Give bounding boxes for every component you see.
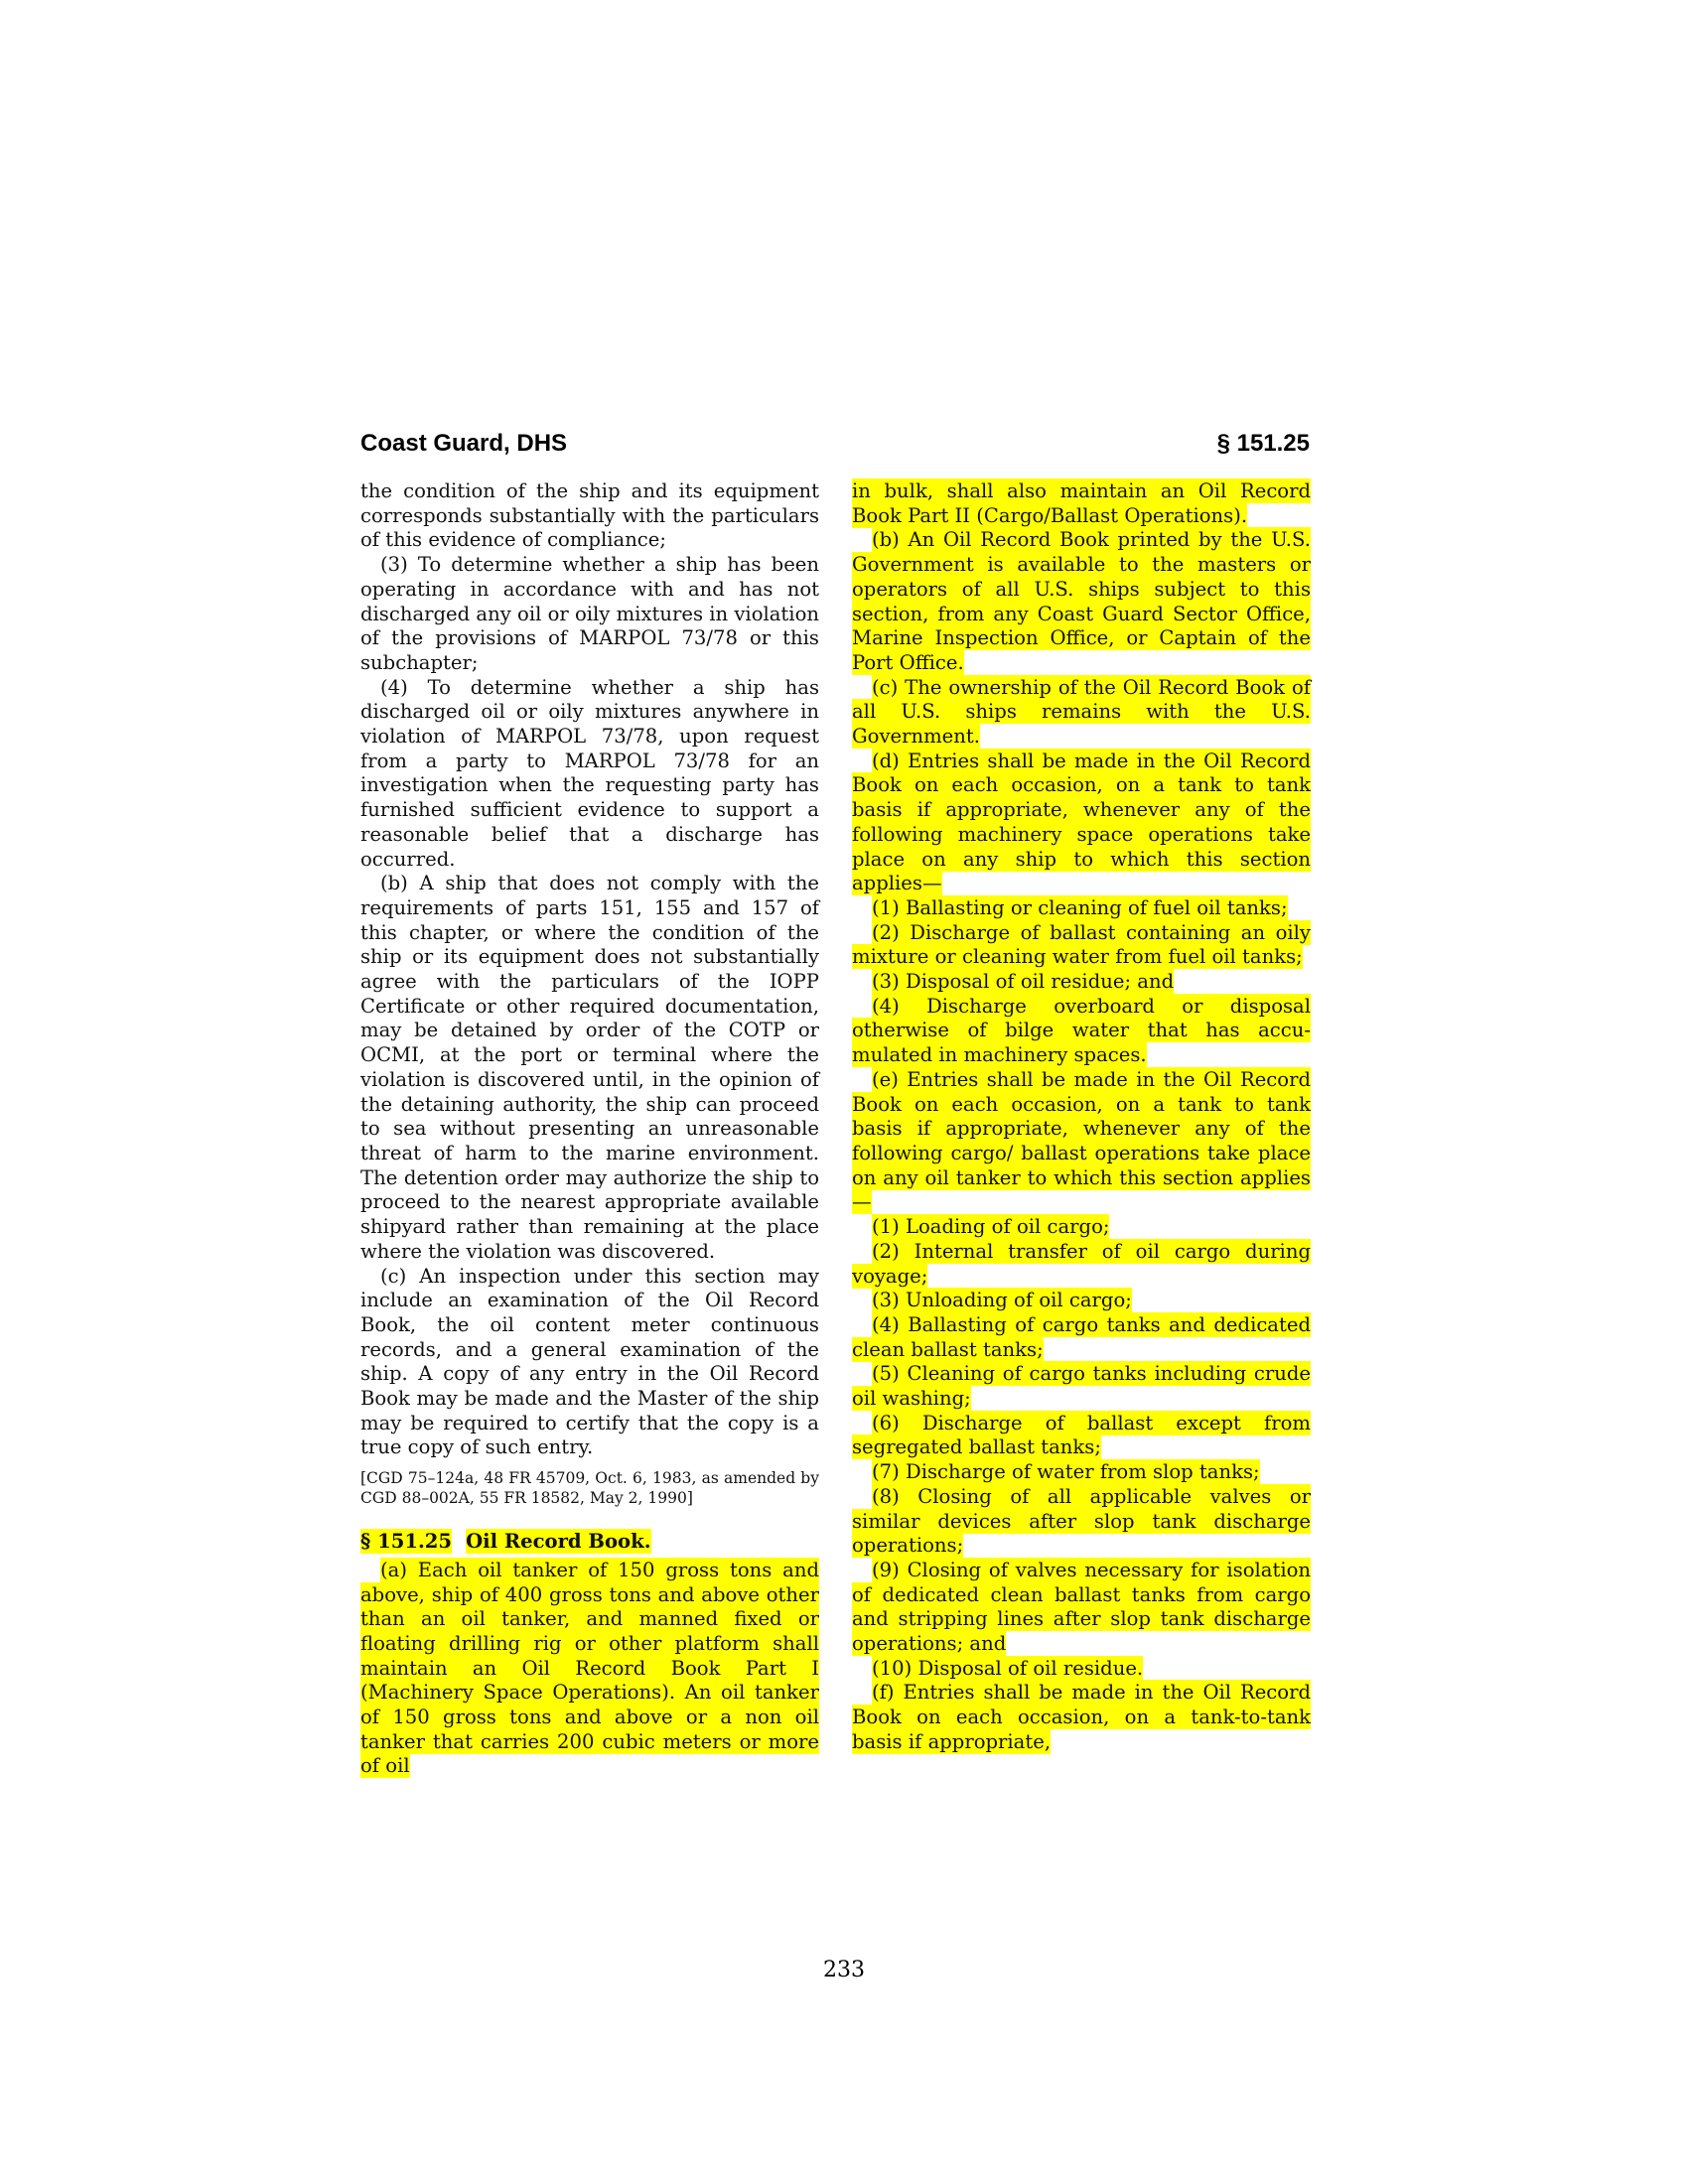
highlighted-paragraph: (d) Entries shall be made in the Oil Record Book on each occasion, on a tank to tank basis if appropriate, whenever any of the following machinery space operations take place on any ship to which this section applies—	[852, 749, 1311, 895]
highlighted-paragraph: (a) Each oil tanker of 150 gross tons and above, ship of 400 gross tons and above other than an oil tanker, and manned fixed or floating drilling rig or other platform shall maintain an Oil Record Book Part I (Machinery Space Operations). An oil tanker of 150 gross tons and above or a non oil tanker that carries 200 cubic meters or more of oil	[360, 1558, 819, 1778]
highlighted-paragraph: (e) Entries shall be made in the Oil Record Book on each occasion, on a tank to tank basis if appropriate, whenever any of the following cargo/ ballast operations take place on any oil tanker to which this section applies—	[852, 1067, 1311, 1214]
paragraph: (c) An inspection under this section may include an examination of the Oil Record Book, the oil content meter continuous records, and a general examination of the ship. A copy of any entry in the Oil Record Book may be made and the Master of the ship may be required to certify that the copy is a true copy of such entry.	[360, 1264, 819, 1459]
highlighted-list-item: (1) Loading of oil cargo;	[872, 1215, 1110, 1239]
highlighted-list-item: (6) Discharge of ballast except from segregated ballast tanks;	[852, 1411, 1311, 1459]
highlighted-list-item: (5) Cleaning of cargo tanks including crude oil washing;	[852, 1362, 1311, 1411]
highlighted-list-item: (3) Unloading of oil cargo;	[872, 1289, 1132, 1312]
highlighted-paragraph: (f) Entries shall be made in the Oil Record Book on each occasion, on a tank-to-tank basis if appropriate,	[852, 1681, 1311, 1753]
highlighted-paragraph: (c) The ownership of the Oil Record Book of all U.S. ships remains with the U.S. Government.	[852, 675, 1311, 749]
paragraph: (b) A ship that does not comply with the requirements of parts 151, 155 and 157 of this chapter, or where the condition of the ship or its equipment does not substantially agree with the particulars of the IOPP Certificate or other required documentation, may be detained by order of the COTP or OCMI, at the port or terminal where the violation is discovered until, in the opinion of the detaining authority, the ship can proceed to sea without presenting an unreasonable threat of harm to the marine environment. The detention order may authorize the ship to proceed to the nearest appropriate available shipyard rather than remaining at the place where the violation was discovered.	[360, 872, 819, 1263]
running-header-agency: Coast Guard, DHS	[360, 430, 568, 457]
highlighted-list-item: (2) Discharge of ballast containing an oily mixture or cleaning water from fuel oil tanks;	[852, 920, 1311, 969]
highlighted-list-item: (1) Ballasting or cleaning of fuel oil tanks;	[872, 895, 1288, 919]
highlighted-list-item: (7) Discharge of water from slop tanks;	[872, 1460, 1260, 1484]
highlighted-list-item: (2) Internal transfer of oil cargo during voyage;	[852, 1239, 1311, 1288]
running-header-section: § 151.25	[1216, 430, 1310, 457]
highlighted-list-item: (9) Closing of valves necessary for isolation of dedicated clean ballast tanks from cargo and stripping lines after slop tank discharge operations; and	[852, 1558, 1311, 1656]
highlighted-list-item: (4) Ballasting of cargo tanks and dedicated clean ballast tanks;	[852, 1312, 1311, 1361]
paragraph: (4) To determine whether a ship has discharged oil or oily mixtures anywhere in violation of MARPOL 73/78, upon request from a party to MARPOL 73/78 for an investigation when the requesting party has furnished sufficient evidence to support a reasonable belief that a discharge has occurred.	[360, 675, 819, 871]
citation-note: [CGD 75–124a, 48 FR 45709, Oct. 6, 1983, as amended by CGD 88–002A, 55 FR 18582, May 2, 1990]	[360, 1469, 819, 1508]
highlighted-list-item: (3) Disposal of oil residue; and	[872, 970, 1175, 994]
highlighted-list-item: (4) Discharge overboard or disposal otherwise of bilge water that has accumulated in machinery spaces.	[852, 994, 1311, 1067]
right-column	[852, 479, 1311, 1755]
section-number: § 151.25	[360, 1530, 453, 1554]
highlighted-paragraph: in bulk, shall also maintain an Oil Record Book Part II (Cargo/Ballast Operations).	[852, 479, 1311, 527]
page-number: 233	[823, 1958, 865, 1982]
paragraph: (3) To determine whether a ship has been operating in accordance with and has not discharged any oil or oily mixtures in violation of the provisions of MARPOL 73/78 or this subchapter;	[360, 553, 819, 674]
section-heading	[360, 1530, 819, 1555]
highlighted-paragraph: (b) An Oil Record Book printed by the U.S. Government is available to the masters or operators of all U.S. ships subject to this section, from any Coast Guard Sector Office, Marine Inspection Office, or Captain of the Port Office.	[852, 528, 1311, 674]
paragraph: the condition of the ship and its equipment corresponds substantially with the particulars of this evidence of compliance;	[360, 479, 819, 552]
highlighted-list-item: (8) Closing of all applicable valves or similar devices after slop tank discharge operations;	[852, 1484, 1311, 1558]
section-title: Oil Record Book.	[466, 1530, 651, 1554]
left-column	[360, 479, 819, 1779]
highlighted-list-item: (10) Disposal of oil residue.	[872, 1656, 1144, 1680]
